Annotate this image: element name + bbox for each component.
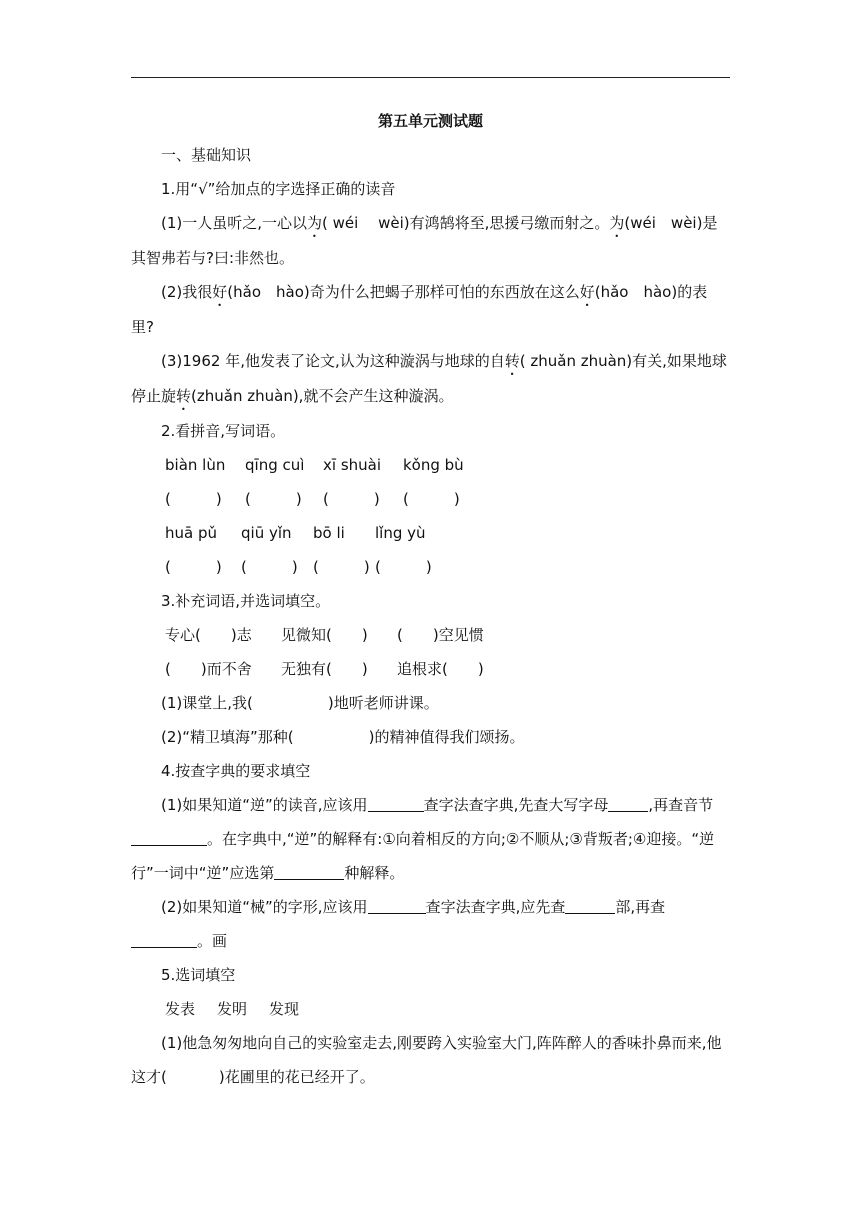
emphasized-char: 为 <box>307 214 323 232</box>
question-1-item-1: (1)一人虽听之,一心以为( wéi wèi)有鸿鹄将至,思援弓缴而射之。为(wéi wèi)是其智弗若与?曰:非然也。 <box>131 214 718 267</box>
pinyin-item: huā pǔ <box>165 524 218 542</box>
fill-blank[interactable] <box>565 895 615 914</box>
answer-row-1 <box>131 482 730 516</box>
question-1-item-3: (3)1962 年,他发表了论文,认为这种漩涡与地球的自转( zhuǎn zhuàn)有关,如果地球停止旋转(zhuǎn zhuàn),就不会产生这种漩涡。 <box>131 352 727 405</box>
fill-blank[interactable] <box>274 861 344 880</box>
question-2-prompt: 2.看拼音,写词语。 <box>161 422 286 440</box>
emphasized-char: 好 <box>579 283 595 301</box>
pinyin-item: bō li <box>313 524 345 542</box>
worksheet-page <box>131 104 730 1094</box>
question-3-prompt: 3.补充词语,并选词填空。 <box>161 592 331 610</box>
word-choice: 发现 <box>269 1000 300 1018</box>
word-choice: 发明 <box>217 1000 248 1018</box>
pinyin-item: xī shuài <box>323 456 382 474</box>
fill-blank[interactable] <box>608 793 648 812</box>
idiom-row-2 <box>131 652 730 686</box>
word-choices <box>131 992 730 1026</box>
pinyin-item: biàn lùn <box>165 456 226 474</box>
fill-blank[interactable] <box>368 895 426 914</box>
pinyin-row-1 <box>131 448 730 482</box>
answer-row-2 <box>131 550 730 584</box>
answer-blank[interactable]: ( ) <box>165 490 222 508</box>
question-4-part-2: (2)如果知道“械”的字形,应该用 查字法查字典,应先查 部,再查。画 <box>131 890 730 958</box>
idiom-item: 无独有( ) <box>281 660 368 678</box>
word-choice: 发表 <box>165 1000 196 1018</box>
question-4-part-1: (1)如果知道“逆”的读音,应该用 查字法查字典,先查大写字母 ,再查音节。在字典中,“逆”的解释有:①向着相反的方向;②不顺从;③背叛者;④迎接。“逆行”一词中“逆”应选第 种解释。 <box>131 788 730 890</box>
idiom-item: ( )空见惯 <box>397 626 484 644</box>
idiom-item: ( )而不舍 <box>165 660 252 678</box>
question-5-sentence-1: (1)他急匆匆地向自己的实验室走去,刚要跨入实验室大门,阵阵醉人的香味扑鼻而来,他这才( )花圃里的花已经开了。 <box>131 1034 722 1086</box>
emphasized-char: 转 <box>504 352 520 370</box>
idiom-item: 见微知( ) <box>281 626 368 644</box>
question-3-sentence-1: (1)课堂上,我( )地听老师讲课。 <box>161 694 439 712</box>
fill-blank[interactable] <box>131 929 197 948</box>
pinyin-item: kǒng bù <box>403 456 464 474</box>
pinyin-row-2 <box>131 516 730 550</box>
fill-blank[interactable] <box>131 827 207 846</box>
pinyin-item: lǐng yù <box>375 524 426 542</box>
pinyin-item: qiū yǐn <box>241 524 292 542</box>
answer-blank[interactable]: ( ) <box>375 558 432 576</box>
question-3-sentence-2: (2)“精卫填海”那种( )的精神值得我们颂扬。 <box>161 728 525 746</box>
idiom-row-1 <box>131 618 730 652</box>
pinyin-item: qīng cuì <box>245 456 305 474</box>
answer-blank[interactable]: ( ) <box>165 558 222 576</box>
answer-blank[interactable]: ( ) <box>241 558 298 576</box>
answer-blank[interactable]: ( ) <box>245 490 302 508</box>
question-1-item-2: (2)我很好(hǎo hào)奇为什么把蝎子那样可怕的东西放在这么好(hǎo hào)的表里? <box>131 283 708 336</box>
emphasized-char: 为 <box>609 214 625 232</box>
answer-blank[interactable]: ( ) <box>323 490 380 508</box>
answer-blank[interactable]: ( ) <box>403 490 460 508</box>
idiom-item: 专心( )志 <box>165 626 252 644</box>
fill-blank[interactable] <box>368 793 424 812</box>
emphasized-char: 转 <box>176 387 192 405</box>
question-5-prompt: 5.选词填空 <box>161 966 236 984</box>
idiom-item: 追根求( ) <box>397 660 484 678</box>
header-rule <box>131 77 730 78</box>
question-4-prompt: 4.按查字典的要求填空 <box>161 762 311 780</box>
question-1-prompt: 1.用“√”给加点的字选择正确的读音 <box>161 180 396 198</box>
section-heading: 一、基础知识 <box>161 146 252 164</box>
emphasized-char: 好 <box>212 283 228 301</box>
page-title: 第五单元测试题 <box>377 112 483 130</box>
answer-blank[interactable]: ( ) <box>313 558 370 576</box>
